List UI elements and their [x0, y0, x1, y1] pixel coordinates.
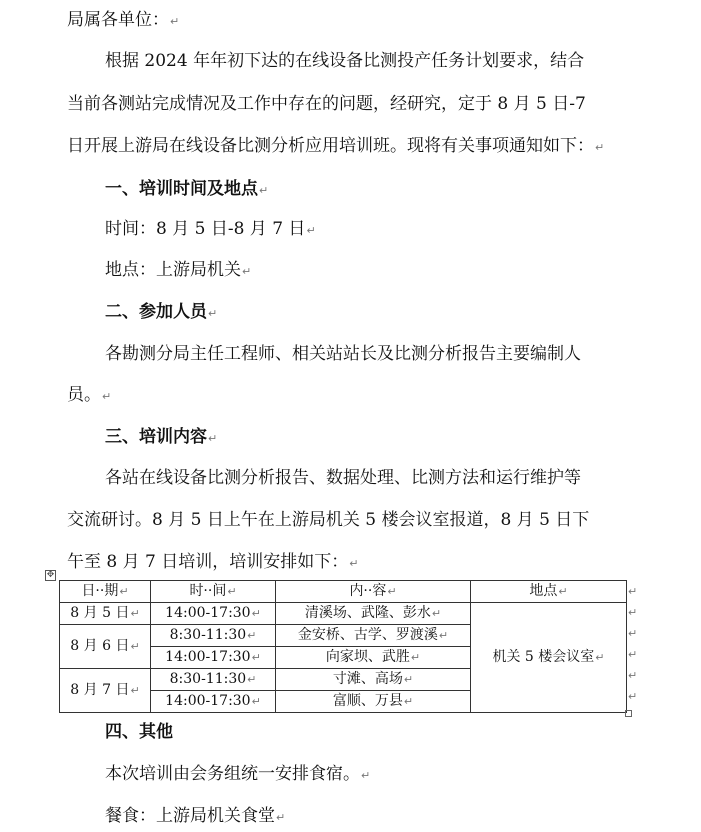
row-end-mark: ↵	[628, 669, 638, 682]
meals-line: 餐食：上游局机关食堂↵	[105, 806, 286, 826]
table-header-row	[60, 581, 627, 603]
time-line: 时间：8 月 5 日-8 月 7 日↵	[105, 219, 316, 239]
row-end-mark: ↵	[628, 648, 638, 661]
content-cell: 向家坝、武胜↵	[276, 647, 471, 669]
body-paragraph-line: 午至 8 月 7 日培训，培训安排如下：↵	[67, 552, 359, 572]
section-heading: 一、培训时间及地点↵	[105, 179, 269, 199]
time-cell: 14:00-17:30↵	[151, 691, 276, 713]
body-paragraph-line: 当前各测站完成情况及工作中存在的问题，经研究，定于 8 月 5 日-7	[67, 94, 586, 114]
time-cell: 8:30-11:30↵	[151, 669, 276, 691]
date-cell: 8 月 5 日↵	[60, 603, 151, 625]
section-heading: 二、参加人员↵	[105, 302, 218, 322]
section-heading: 四、其他	[105, 722, 173, 742]
date-cell: 8 月 6 日↵	[60, 625, 151, 669]
body-paragraph-line: 本次培训由会务组统一安排食宿。↵	[105, 764, 371, 784]
header-location: 地点↵	[471, 581, 627, 603]
table-resize-handle[interactable]	[625, 710, 632, 717]
row-end-mark: ↵	[628, 585, 638, 598]
body-paragraph-line: 日开展上游局在线设备比测分析应用培训班。现将有关事项通知如下：↵	[67, 136, 605, 156]
time-cell: 8:30-11:30↵	[151, 625, 276, 647]
row-end-mark: ↵	[628, 606, 638, 619]
body-paragraph-line: 根据 2024 年年初下达的在线设备比测投产任务计划要求，结合	[105, 51, 585, 71]
body-paragraph-line: 各勘测分局主任工程师、相关站站长及比测分析报告主要编制人	[105, 344, 581, 364]
time-cell: 14:00-17:30↵	[151, 603, 276, 625]
body-paragraph-line: 各站在线设备比测分析报告、数据处理、比测方法和运行维护等	[105, 468, 581, 488]
date-cell: 8 月 7 日↵	[60, 669, 151, 713]
header-time: 时··间↵	[151, 581, 276, 603]
table-row	[60, 603, 627, 625]
section-heading: 三、培训内容↵	[105, 427, 218, 447]
training-schedule-table	[59, 580, 627, 713]
row-end-mark: ↵	[628, 690, 638, 703]
time-cell: 14:00-17:30↵	[151, 647, 276, 669]
header-date: 日··期↵	[60, 581, 151, 603]
location-cell: 机关 5 楼会议室↵	[471, 603, 627, 713]
table-move-handle-icon[interactable]: ✥	[46, 570, 55, 580]
location-line: 地点：上游局机关↵	[105, 260, 252, 280]
body-paragraph-line: 交流研讨。8 月 5 日上午在上游局机关 5 楼会议室报道，8 月 5 日下	[67, 510, 590, 530]
body-paragraph-line: 员。↵	[67, 385, 112, 405]
salutation: 局属各单位：↵	[67, 10, 180, 30]
header-content: 内··容↵	[276, 581, 471, 603]
content-cell: 寸滩、高场↵	[276, 669, 471, 691]
content-cell: 清溪场、武隆、彭水↵	[276, 603, 471, 625]
content-cell: 金安桥、古学、罗渡溪↵	[276, 625, 471, 647]
content-cell: 富顺、万县↵	[276, 691, 471, 713]
row-end-mark: ↵	[628, 627, 638, 640]
